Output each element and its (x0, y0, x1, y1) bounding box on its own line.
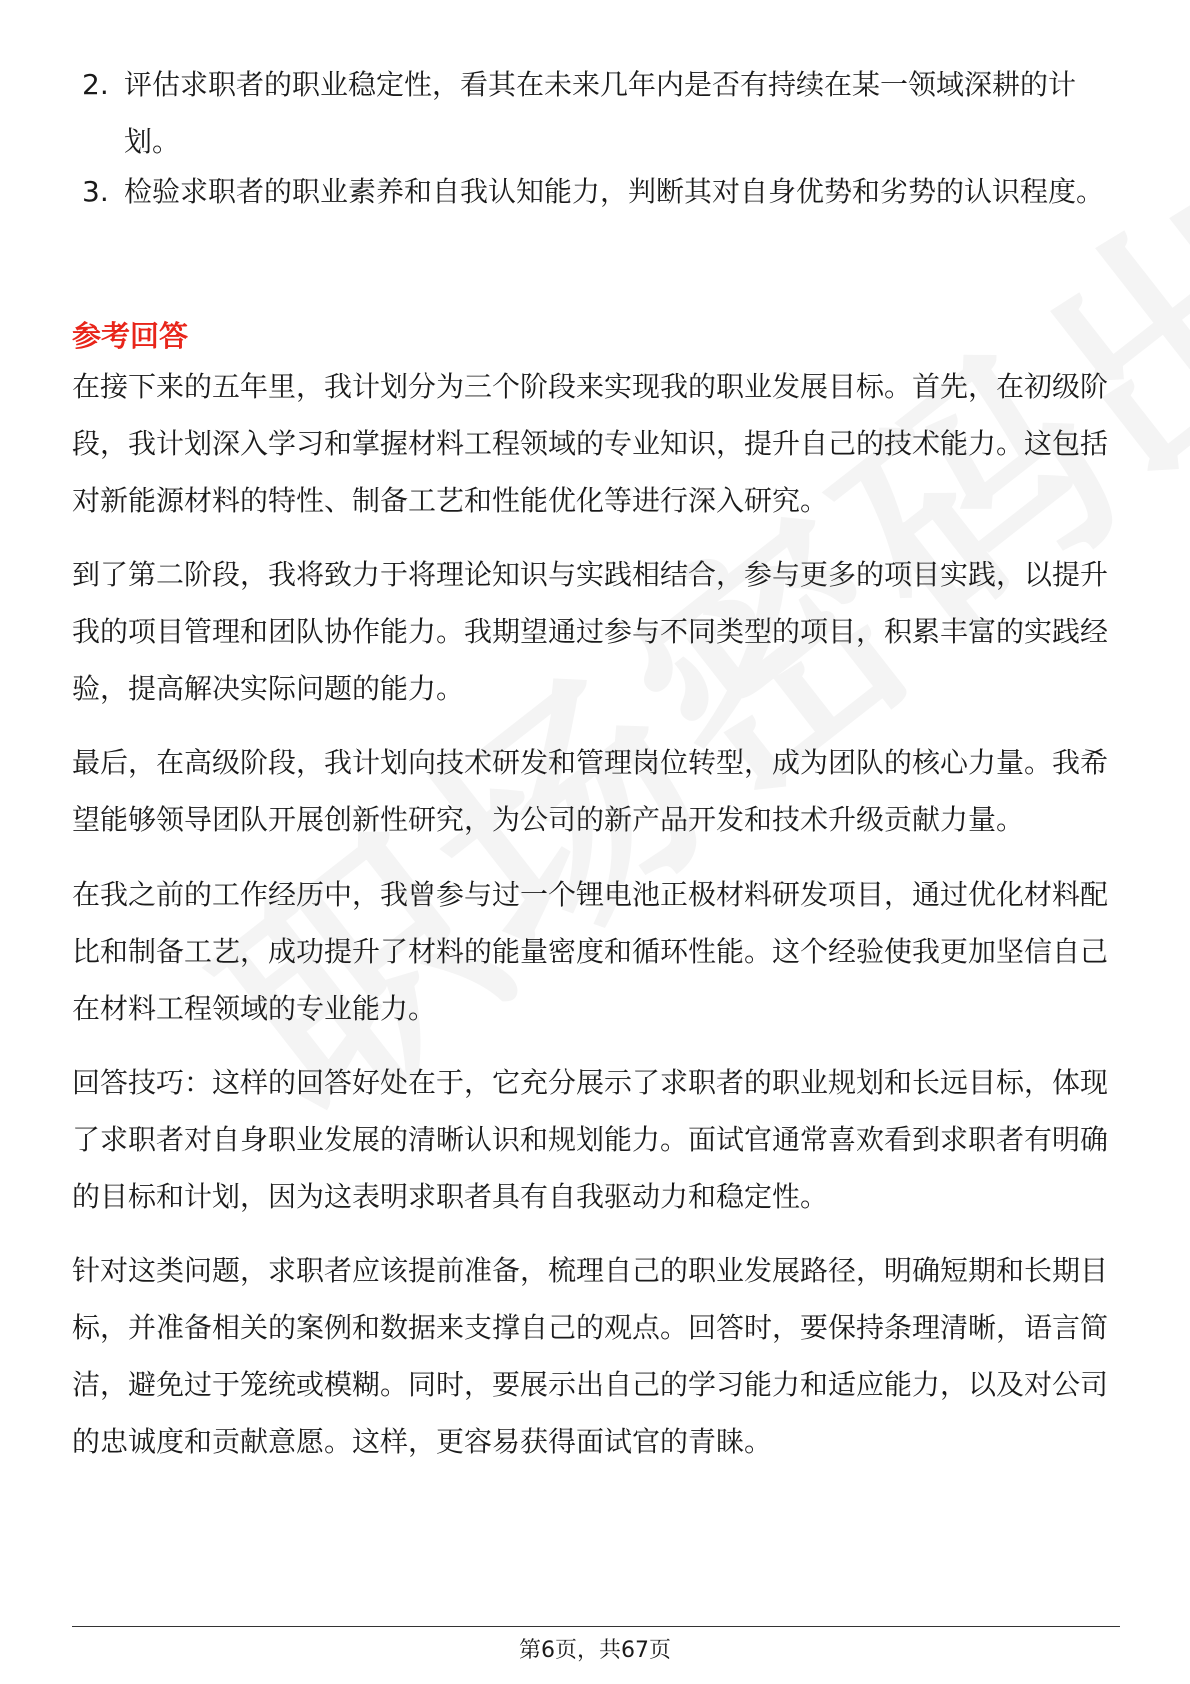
paragraph: 针对这类问题，求职者应该提前准备，梳理自己的职业发展路径，明确短期和长期目标，并准备相关的案例和数据来支撑自己的观点。回答时，要保持条理清晰，语言简洁，避免过于笼统或模糊。同时，要展示出自己的学习能力和适应能力，以及对公司的忠诚度和贡献意愿。这样，更容易获得面试官的青睐。 (72, 1254, 1109, 1458)
list-text: 检验求职者的职业素养和自我认知能力，判断其对自身优势和劣势的认识程度。 (124, 175, 1105, 208)
page-number: 第6页，共67页 (519, 1638, 671, 1663)
paragraph: 最后，在高级阶段，我计划向技术研发和管理岗位转型，成为团队的核心力量。我希望能够领导团队开展创新性研究，为公司的新产品开发和技术升级贡献力量。 (72, 746, 1109, 836)
list-item (72, 163, 1122, 220)
section-heading: 参考回答 (72, 319, 189, 353)
paragraph: 在我之前的工作经历中，我曾参与过一个锂电池正极材料研发项目，通过优化材料配比和制备工艺，成功提升了材料的能量密度和循环性能。这个经验使我更加坚信自己在材料工程领域的专业能力。 (72, 878, 1109, 1025)
footer-divider (72, 1626, 1120, 1627)
list-text: 评估求职者的职业稳定性，看其在未来几年内是否有持续在某一领域深耕的计划。 (124, 68, 1077, 158)
list-number: 2. (82, 68, 109, 101)
list-item (72, 56, 1122, 170)
paragraph: 到了第二阶段，我将致力于将理论知识与实践相结合，参与更多的项目实践，以提升我的项目管理和团队协作能力。我期望通过参与不同类型的项目，积累丰富的实践经验，提高解决实际问题的能力。 (72, 558, 1109, 705)
paragraph: 在接下来的五年里，我计划分为三个阶段来实现我的职业发展目标。首先，在初级阶段，我计划深入学习和掌握材料工程领域的专业知识，提升自己的技术能力。这包括对新能源材料的特性、制备工艺和性能优化等进行深入研究。 (72, 370, 1109, 517)
answer-tips-paragraph: 回答技巧：这样的回答好处在于，它充分展示了求职者的职业规划和长远目标，体现了求职者对自身职业发展的清晰认识和规划能力。面试官通常喜欢看到求职者有明确的目标和计划，因为这表明求职者具有自我驱动力和稳定性。 (72, 1066, 1109, 1213)
list-number: 3. (82, 175, 109, 208)
